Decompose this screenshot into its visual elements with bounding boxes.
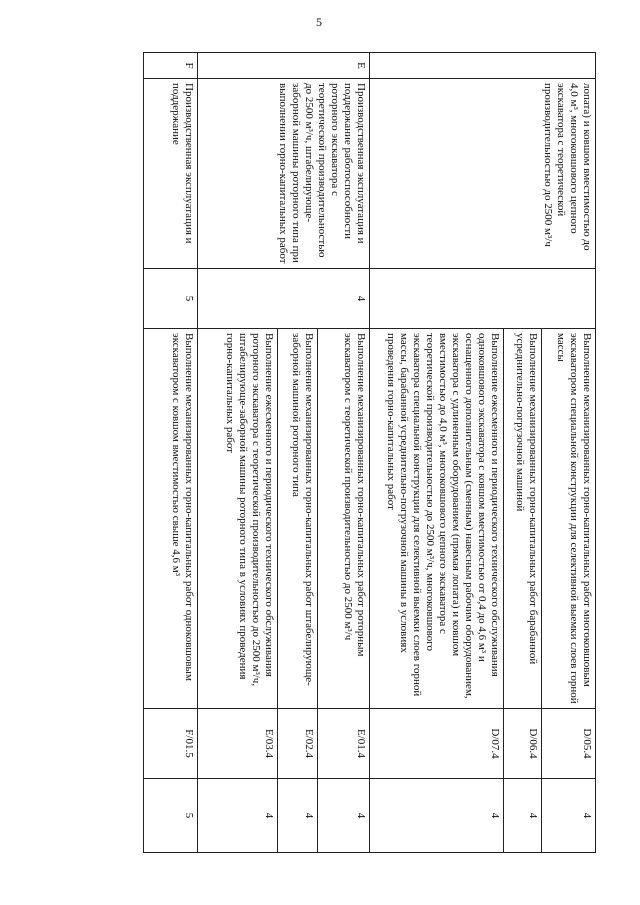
task-level: 4 — [318, 779, 370, 853]
qualification-level — [370, 269, 596, 329]
task-level: 4 — [198, 779, 278, 853]
function-code: E — [198, 53, 370, 79]
task-code: D/06.4 — [504, 709, 542, 779]
qualification-level: 5 — [144, 269, 198, 329]
task-level: 4 — [542, 779, 596, 853]
task-code: D/05.4 — [542, 709, 596, 779]
task-code: E/01.4 — [318, 709, 370, 779]
function-name: Производственная эксплуатация и поддержание — [144, 79, 198, 269]
task-level: 4 — [504, 779, 542, 853]
task-level: 4 — [370, 779, 504, 853]
task-name: Выполнение механизированных горно-капитальных работ роторным экскаватором с теоретической производительностью до 2500 м³/ч — [318, 329, 370, 709]
task-name: Выполнение ежесменного и периодического технического обслуживания роторного экскаватора с теоретической производительностью до 2500 м³/ч, штабелирующе-заборной машины роторного типа в условиях проведения горно-капитальных работ — [198, 329, 278, 709]
task-code: D/07.4 — [370, 709, 504, 779]
task-name: Выполнение механизированных горно-капитальных работ штабелирующе-заборной машиной роторного типа — [278, 329, 318, 709]
task-name: Выполнение механизированных горно-капитальных работ одноковшовым экскаватором с ковшом вместимостью свыше 4,6 м³ — [144, 329, 198, 709]
table-row — [144, 53, 198, 853]
page-number: 5 — [316, 15, 322, 29]
function-name: Производственная эксплуатация и поддержание работоспособности роторного экскаватора с теоретической производительностью до 2500 м³/ч, штабелирующе-заборной машины роторного типа при выполнении горно-капитальных работ — [198, 79, 370, 269]
task-level: 5 — [144, 779, 198, 853]
task-code: F/01.5 — [144, 709, 198, 779]
function-code: F — [144, 53, 198, 79]
function-name: лопата) и ковшом вместимостью до 4,0 м³, многоковшового цепного экскаватора с теоретической производительностью до 2500 м³/ч — [370, 79, 596, 269]
task-code: E/03.4 — [198, 709, 278, 779]
functions-table — [143, 52, 596, 853]
task-level: 4 — [278, 779, 318, 853]
table-row — [318, 53, 370, 853]
table-row — [542, 53, 596, 853]
task-name: Выполнение механизированных горно-капитальных работ многоковшовым экскаватором специальной конструкции для селективной выемки слоев горной массы — [542, 329, 596, 709]
function-code — [370, 53, 596, 79]
qualification-level: 4 — [198, 269, 370, 329]
task-name: Выполнение механизированных горно-капитальных работ барабанной усреднительно-погрузочной машиной — [504, 329, 542, 709]
task-name: Выполнение ежесменного и периодического технического обслуживания одноковшового экскаватора с ковшом вместимостью от 0,4 до 4,6 м³ и оснащенного дополнительным (сменным) навесным рабочим оборудованием, экскаватора с удлиненным оборудованием (прямая лопата) и ковшом вместимостью до 4,0 м³, многоковшового цепного экскаватора с теоретической производительностью до 2500 м³/ч, многоковшового экскаватора специальной конструкции для селективной выемки слоев горной массы, барабанной усреднительно-погрузочной машины в условиях проведения горно-капитальных работ — [370, 329, 504, 709]
task-code: E/02.4 — [278, 709, 318, 779]
